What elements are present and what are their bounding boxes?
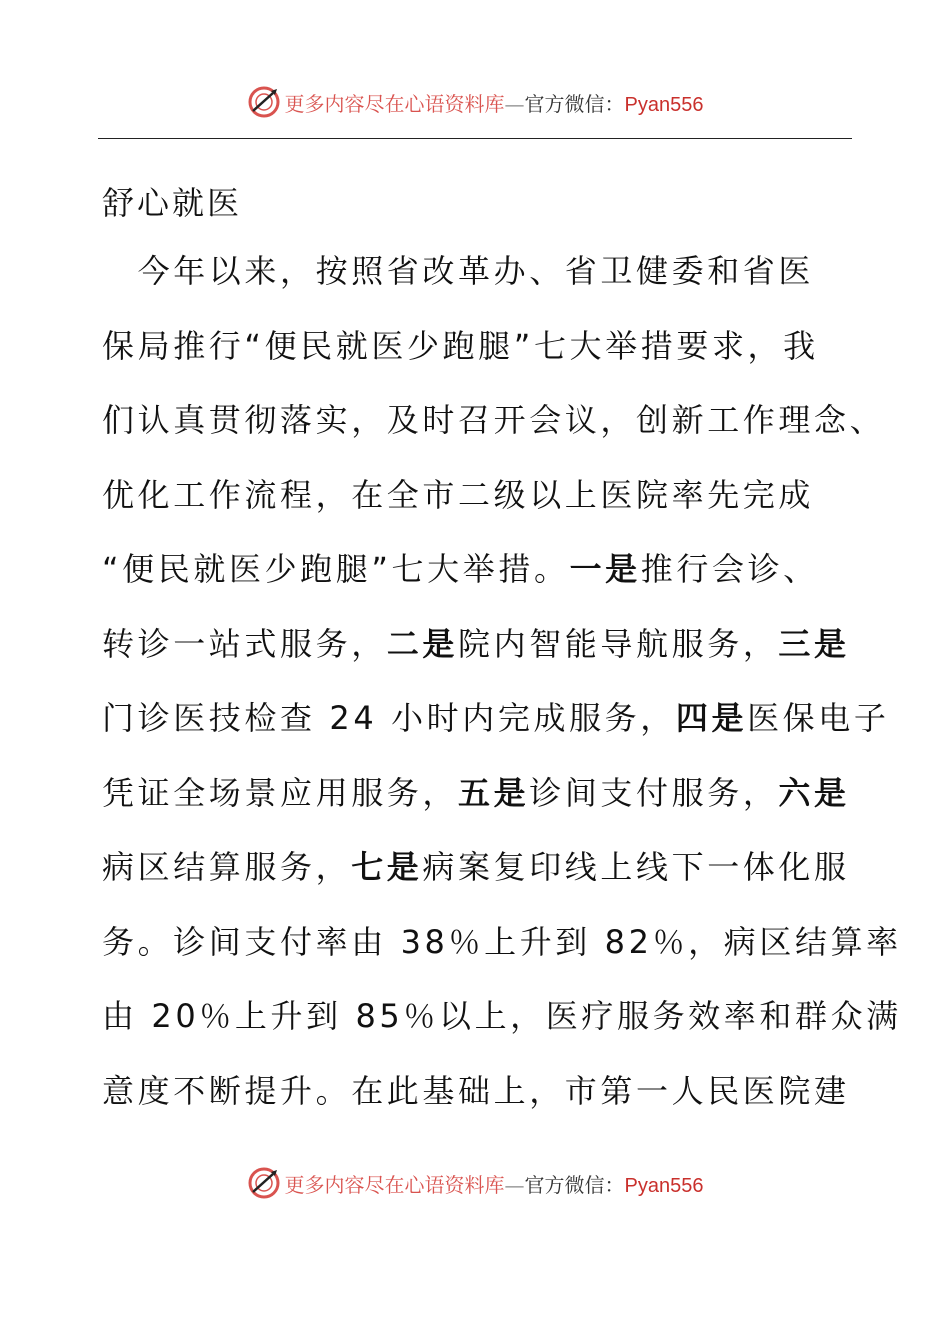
text-segment: 门诊医技检查 24 小时内完成服务， — [102, 699, 676, 737]
header-separator: — — [504, 91, 525, 116]
text-line — [102, 845, 862, 920]
bold-keyword: 二是 — [386, 624, 459, 663]
footer-wechat-id: Pyan556 — [624, 1174, 704, 1197]
bold-keyword: 六是 — [778, 773, 850, 812]
logo-icon — [247, 85, 281, 119]
bold-keyword: 五是 — [458, 773, 530, 812]
bold-keyword: 七是 — [351, 848, 423, 886]
text-line — [102, 920, 902, 995]
text-line — [102, 771, 862, 846]
text-line — [102, 249, 862, 324]
text-segment: 病案复印线上线下一体化服 — [422, 848, 850, 886]
header-promo: 更多内容尽在心语资料库 — [284, 91, 505, 116]
text-line — [102, 473, 862, 548]
header-wechat-label: 官方微信： — [524, 91, 625, 116]
text-segment: 转诊一站式服务， — [102, 624, 387, 663]
text-segment: 优化工作流程，在全市二级以上医院率先完成 — [102, 475, 815, 514]
text-line — [102, 324, 862, 399]
footer-separator: — — [504, 1172, 525, 1197]
text-segment: 院内智能导航服务， — [458, 624, 779, 663]
body-paragraph — [102, 249, 902, 1143]
header-text — [285, 88, 704, 117]
text-segment: “便民就医少跑腿”七大举措。 — [102, 550, 570, 588]
bold-keyword: 一是 — [569, 550, 641, 588]
text-line — [102, 547, 862, 622]
footer-wechat-label: 官方微信： — [524, 1172, 625, 1197]
text-line — [102, 622, 862, 697]
section-title: 舒心就医 — [102, 184, 243, 222]
text-segment: 凭证全场景应用服务， — [102, 773, 459, 812]
footer-promo: 更多内容尽在心语资料库 — [284, 1172, 505, 1197]
header-divider — [98, 138, 852, 139]
footer-banner — [0, 1163, 950, 1203]
text-segment: 务。诊间支付率由 38％上升到 82％，病区结算率 — [102, 922, 902, 961]
text-line — [102, 994, 902, 1069]
text-segment: 保局推行“便民就医少跑腿”七大举措要求，我 — [102, 326, 819, 365]
text-line — [102, 1069, 862, 1144]
text-segment: 今年以来，按照省改革办、省卫健委和省医 — [102, 252, 815, 290]
bold-keyword: 三是 — [778, 624, 850, 663]
text-segment: 由 20％上升到 85％以上，医疗服务效率和群众满 — [102, 997, 902, 1035]
text-segment: 们认真贯彻落实，及时召开会议，创新工作理念、 — [102, 401, 886, 439]
bold-keyword: 四是 — [675, 699, 748, 737]
text-segment: 病区结算服务， — [102, 848, 352, 886]
text-line — [102, 696, 890, 771]
footer-text — [285, 1169, 704, 1198]
header-banner — [0, 82, 950, 122]
logo-icon — [247, 1166, 281, 1200]
text-segment: 意度不断提升。在此基础上，市第一人民医院建 — [102, 1071, 850, 1110]
header-wechat-id: Pyan556 — [624, 93, 704, 116]
text-segment: 推行会诊、 — [640, 550, 819, 588]
text-line — [102, 398, 886, 473]
text-segment: 医保电子 — [747, 699, 890, 737]
text-segment: 诊间支付服务， — [529, 773, 779, 812]
